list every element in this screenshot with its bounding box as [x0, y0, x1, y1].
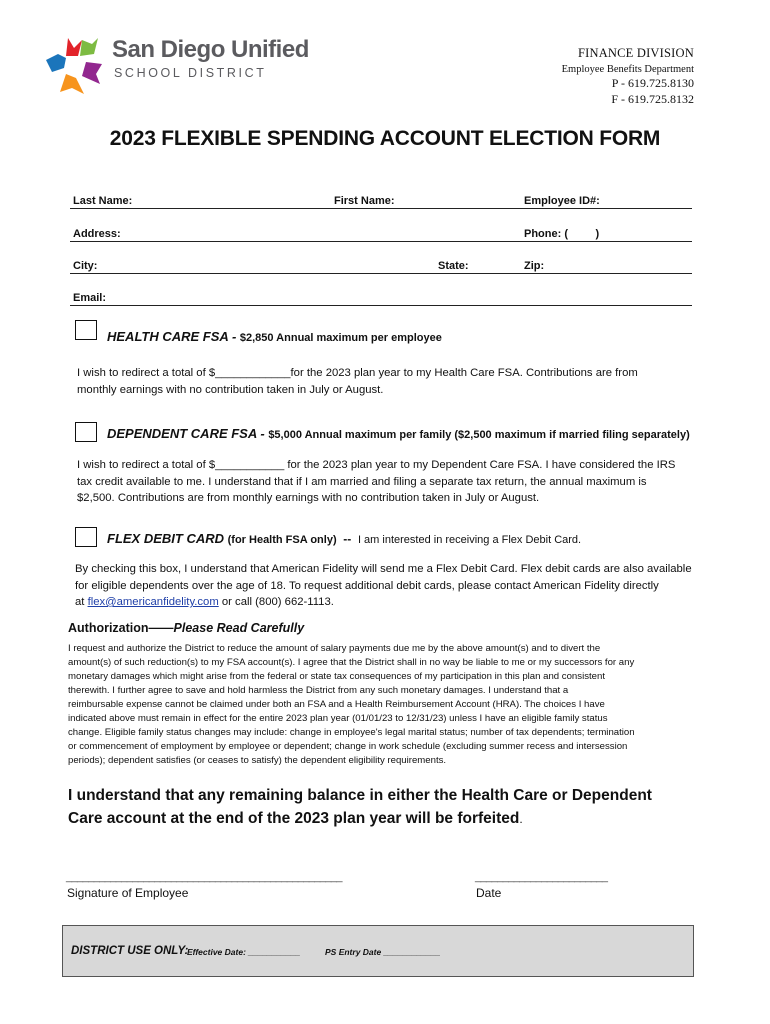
pinwheel-logo-icon: [44, 34, 106, 96]
phone-number: P - 619.725.8130: [611, 76, 694, 90]
health-care-subtitle: $2,850 Annual maximum per employee: [239, 332, 442, 344]
forfeit-line-2: [68, 807, 652, 831]
date-label: Date: [476, 886, 502, 900]
email-label: Email:: [73, 292, 107, 304]
health-care-line: I wish to redirect a total of $____________for the 2023 plan year to my Health Care FSA. Contributions are from: [77, 367, 638, 379]
logo-name: San Diego Unified: [112, 36, 309, 63]
dependent-care-line: tax credit available to me. I understand that if I am married and filing a separate tax return, the annual maximum is: [77, 475, 647, 488]
form-title: 2023 FLEXIBLE SPENDING ACCOUNT ELECTION FORM: [109, 127, 661, 150]
logo-subtitle: SCHOOL DISTRICT: [114, 66, 267, 80]
district-use-box: [62, 925, 694, 977]
flex-debit-checkbox[interactable]: [75, 527, 97, 547]
division-name: FINANCE DIVISION: [577, 46, 694, 60]
email-field[interactable]: [70, 305, 692, 306]
dependent-care-title: DEPENDENT CARE FSA -: [107, 426, 269, 441]
flex-debit-text: [75, 561, 715, 611]
dependent-care-line: $2,500. Contributions are from monthly earnings with no contribution taken in July or August.: [77, 492, 540, 504]
authorization-line: periods); dependent satisfies (or ceases to satisfy) the dependent eligibility requirements.: [68, 755, 447, 766]
signature-label: Signature of Employee: [67, 886, 189, 900]
flex-debit-subtitle: (for Health FSA only): [227, 534, 337, 546]
flex-debit-heading: [107, 530, 581, 548]
address-row-field[interactable]: [70, 241, 692, 242]
flex-email-link[interactable]: flex@americanfidelity.com: [87, 596, 219, 608]
zip-label: Zip:: [524, 260, 545, 272]
dependent-care-subtitle: $5,000 Annual maximum per family ($2,500 maximum if married filing separately): [268, 429, 690, 441]
fax-number: F - 619.725.8132: [611, 92, 694, 106]
health-care-line: monthly earnings with no contribution taken in July or August.: [77, 383, 384, 396]
district-logo: [44, 34, 309, 96]
forfeit-line: Care account at the end of the 2023 plan year will be forfeited: [68, 810, 520, 827]
finance-contact-block: [562, 46, 694, 107]
ps-entry-date-field[interactable]: PS Entry Date ____________: [325, 947, 441, 957]
authorization-subtitle: Please Read Carefully: [173, 621, 305, 635]
dependent-care-heading: [107, 425, 690, 443]
flex-debit-title: FLEX DEBIT CARD: [107, 531, 228, 546]
effective-date-field[interactable]: Effective Date: ___________: [187, 947, 301, 957]
flex-at: at: [75, 596, 88, 608]
authorization-dash: ——: [148, 621, 174, 635]
district-use-heading: DISTRICT USE ONLY:: [71, 945, 189, 957]
name-row-field[interactable]: [70, 208, 692, 209]
address-label: Address:: [73, 228, 121, 240]
date-line[interactable]: ________________________: [475, 871, 608, 883]
last-name-label: Last Name:: [73, 195, 133, 207]
health-care-checkbox[interactable]: [75, 320, 97, 340]
health-care-title: HEALTH CARE FSA -: [107, 329, 240, 344]
state-label: State:: [438, 260, 469, 272]
flex-debit-line: for eligible dependents over the age of 18. To request additional debit cards, please contact American Fidelity directly: [75, 579, 659, 592]
flex-debit-dash: --: [336, 532, 358, 546]
authorization-line: amount(s) of such reduction(s) to my FSA account(s). I agree that the District shall in no way be liable to me or my successors for any: [68, 657, 635, 668]
flex-debit-line-3: [75, 594, 715, 611]
authorization-line: or commencement of employment by employee or dependent; change in work schedule (excluding summer recess and intersession: [68, 741, 628, 752]
authorization-line: indicated above must remain in effect for the entire 2023 plan year (01/01/23 to 12/31/23) unless I have an eligible family status: [68, 713, 608, 724]
first-name-label: First Name:: [334, 195, 395, 207]
flex-phone: or call (800) 662-1113.: [218, 596, 334, 608]
authorization-line: monetary damages which might arise from the federal or state tax consequences of my participation in this plan and consistent: [68, 671, 605, 682]
forfeit-period: .: [519, 812, 523, 826]
dependent-care-text: [77, 457, 717, 507]
dependent-care-checkbox[interactable]: [75, 422, 97, 442]
city-label: City:: [73, 260, 98, 272]
authorization-text: [68, 642, 694, 768]
phone-label: Phone: ( ): [524, 228, 600, 240]
authorization-line: change. Eligible family status changes may include: change in employee's legal marital status; number of tax dependents; termination: [68, 727, 635, 738]
flex-debit-interest: I am interested in receiving a Flex Debit Card.: [357, 534, 582, 546]
flex-debit-line: By checking this box, I understand that American Fidelity will send me a Flex Debit Card. Flex debit cards are also available: [75, 563, 692, 575]
authorization-heading: [68, 621, 304, 635]
city-row-field[interactable]: [70, 273, 692, 274]
dependent-care-line: I wish to redirect a total of $___________ for the 2023 plan year to my Dependent Care FSA. I have considered the IRS: [77, 459, 676, 471]
health-care-heading: [107, 328, 442, 346]
signature-line[interactable]: __________________________________________________: [66, 871, 342, 883]
authorization-line: reimbursable expense cannot be claimed under both an FSA and a Health Reimbursement Account (HRA). The choices I have: [68, 699, 605, 710]
authorization-line: I request and authorize the District to reduce the amount of salary payments due me by the above amount(s) and to divert the: [68, 643, 601, 654]
forfeit-notice: [68, 784, 652, 831]
employee-id-label: Employee ID#:: [524, 195, 600, 207]
health-care-text: [77, 365, 717, 398]
authorization-title: Authorization: [68, 621, 149, 635]
forfeit-line: I understand that any remaining balance in either the Health Care or Dependent: [68, 787, 652, 804]
authorization-line: therewith. I further agree to save and hold harmless the District from any such monetary damages. I understand that a: [68, 685, 569, 696]
department-name: Employee Benefits Department: [561, 64, 694, 75]
